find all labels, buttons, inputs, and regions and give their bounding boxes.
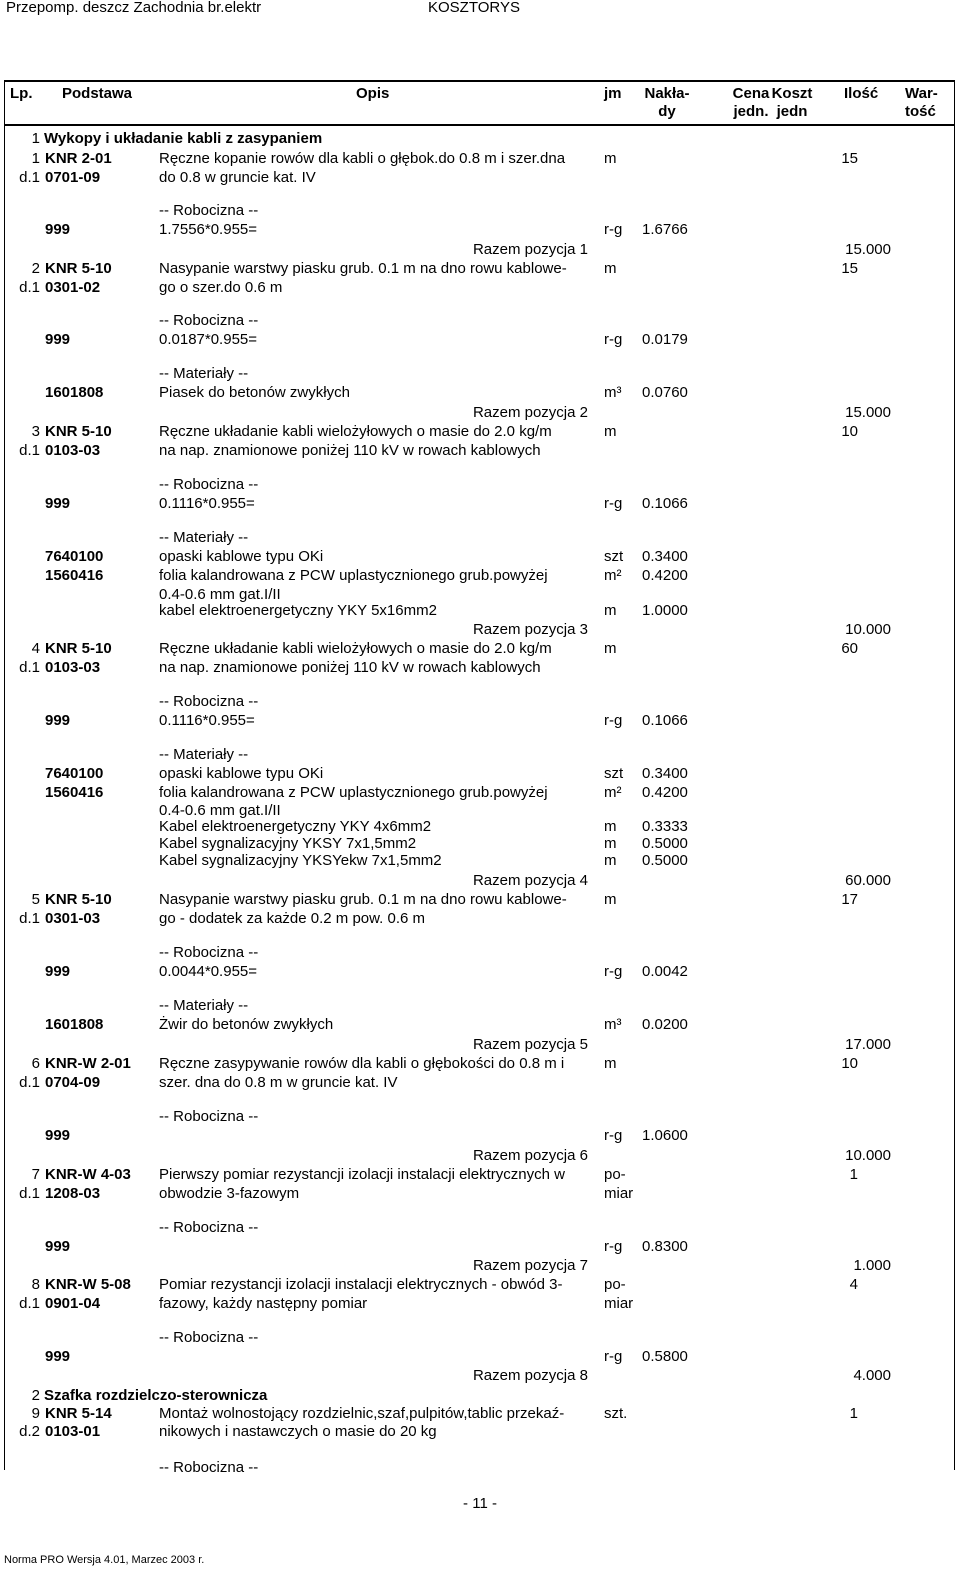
naklady-cell: 0.3400 bbox=[642, 765, 688, 782]
podstawa-cell: KNR 5-14 bbox=[45, 1405, 112, 1422]
podstawa-cell: 1601808 bbox=[45, 384, 104, 401]
opis-cell: opaski kablowe typu OKi bbox=[159, 765, 324, 782]
razem-total: 15.000 bbox=[845, 404, 891, 421]
razem-total: 10.000 bbox=[845, 621, 891, 638]
jm-cell: m³ bbox=[604, 1016, 622, 1033]
razem-total: 1.000 bbox=[853, 1257, 891, 1274]
position-number: 9 bbox=[31, 1405, 40, 1422]
col-cena-line1: Cena bbox=[732, 85, 770, 102]
col-koszt-line2: jedn bbox=[776, 103, 808, 120]
opis-cell: fazowy, każdy następny pomiar bbox=[159, 1295, 368, 1312]
opis-cell: -- Materiały -- bbox=[159, 365, 249, 382]
jm-cell: m bbox=[604, 602, 617, 619]
ilosc-cell: 1 bbox=[849, 1166, 858, 1183]
naklady-cell: 0.8300 bbox=[642, 1238, 688, 1255]
jm-cell: m bbox=[604, 852, 617, 869]
opis-cell: Nasypanie warstwy piasku grub. 0.1 m na dno rowu kablowe- bbox=[159, 260, 567, 277]
jm-cell: m bbox=[604, 1055, 617, 1072]
opis-cell: opaski kablowe typu OKi bbox=[159, 548, 324, 565]
opis-cell: 0.0044*0.955= bbox=[159, 963, 258, 980]
opis-cell: -- Robocizna -- bbox=[159, 476, 259, 493]
col-jm: jm bbox=[604, 85, 622, 102]
podstawa-cell: 999 bbox=[45, 1348, 71, 1365]
naklady-cell: 1.0600 bbox=[642, 1127, 688, 1144]
opis-cell: Kabel sygnalizacyjny YKSYekw 7x1,5mm2 bbox=[159, 852, 442, 869]
position-number: 5 bbox=[31, 891, 40, 908]
jm-cell: m² bbox=[604, 567, 622, 584]
opis-cell: Pomiar rezystancji izolacji instalacji elektrycznych - obwód 3- bbox=[159, 1276, 563, 1293]
razem-total: 17.000 bbox=[845, 1036, 891, 1053]
opis-cell: do 0.8 w gruncie kat. IV bbox=[159, 169, 316, 186]
podstawa-cell: 7640100 bbox=[45, 548, 104, 565]
jm-cell: m bbox=[604, 423, 617, 440]
razem-label: Razem pozycja 4 bbox=[472, 872, 588, 889]
jm-cell: r-g bbox=[604, 331, 623, 348]
podstawa-cell: 999 bbox=[45, 1127, 71, 1144]
opis-cell: go - dodatek za każde 0.2 m pow. 0.6 m bbox=[159, 910, 425, 927]
opis-cell: go o szer.do 0.6 m bbox=[159, 279, 283, 296]
razem-label: Razem pozycja 2 bbox=[472, 404, 588, 421]
jm-cell: m bbox=[604, 150, 617, 167]
opis-cell: -- Materiały -- bbox=[159, 997, 249, 1014]
ilosc-cell: 17 bbox=[841, 891, 858, 908]
jm-cell: po- bbox=[604, 1166, 626, 1183]
document-header-right: KOSZTORYS bbox=[428, 0, 520, 16]
jm-cell: miar bbox=[604, 1185, 634, 1202]
jm-cell: r-g bbox=[604, 495, 623, 512]
podstawa-cell: 0301-02 bbox=[45, 279, 101, 296]
position-number: d.1 bbox=[19, 1074, 40, 1091]
opis-cell: folia kalandrowana z PCW uplastycznionego grub.powyżej bbox=[159, 567, 548, 584]
razem-total: 15.000 bbox=[845, 241, 891, 258]
podstawa-cell: 999 bbox=[45, 712, 71, 729]
opis-cell: -- Robocizna -- bbox=[159, 1219, 259, 1236]
position-number: 4 bbox=[31, 640, 40, 657]
podstawa-cell: 0701-09 bbox=[45, 169, 101, 186]
document-header-left: Przepomp. deszcz Zachodnia br.elektr bbox=[6, 0, 262, 16]
position-number: 2 bbox=[31, 260, 40, 277]
opis-cell: -- Robocizna -- bbox=[159, 312, 259, 329]
naklady-cell: 0.1066 bbox=[642, 495, 688, 512]
opis-cell: 1.7556*0.955= bbox=[159, 221, 258, 238]
razem-total: 60.000 bbox=[845, 872, 891, 889]
naklady-cell: 0.3333 bbox=[642, 818, 688, 835]
opis-cell: 0.4-0.6 mm gat.I/II bbox=[159, 586, 281, 603]
podstawa-cell: KNR 5-10 bbox=[45, 640, 112, 657]
opis-cell: na nap. znamionowe poniżej 110 kV w rowach kablowych bbox=[159, 659, 541, 676]
razem-label: Razem pozycja 8 bbox=[472, 1367, 588, 1384]
page-number: - 11 - bbox=[463, 1495, 497, 1512]
opis-cell: 0.1116*0.955= bbox=[159, 712, 255, 729]
col-podstawa: Podstawa bbox=[62, 85, 133, 102]
jm-cell: szt bbox=[604, 765, 624, 782]
col-opis: Opis bbox=[356, 85, 390, 102]
podstawa-cell: 0901-04 bbox=[45, 1295, 101, 1312]
naklady-cell: 0.5800 bbox=[642, 1348, 688, 1365]
podstawa-cell: KNR 5-10 bbox=[45, 891, 112, 908]
naklady-cell: 0.5000 bbox=[642, 852, 688, 869]
jm-cell: r-g bbox=[604, 712, 623, 729]
section-title: Wykopy i układanie kabli z zasypaniem bbox=[44, 130, 323, 147]
podstawa-cell: KNR 5-10 bbox=[45, 423, 112, 440]
position-number: 1 bbox=[31, 130, 40, 147]
opis-cell: kabel elektroenergetyczny YKY 5x16mm2 bbox=[159, 602, 437, 619]
razem-label: Razem pozycja 5 bbox=[472, 1036, 588, 1053]
naklady-cell: 0.1066 bbox=[642, 712, 688, 729]
jm-cell: szt. bbox=[604, 1405, 628, 1422]
header-left-rule bbox=[4, 80, 5, 126]
position-number: d.1 bbox=[19, 1295, 40, 1312]
jm-cell: m bbox=[604, 891, 617, 908]
naklady-cell: 0.0200 bbox=[642, 1016, 688, 1033]
naklady-cell: 0.0179 bbox=[642, 331, 688, 348]
jm-cell: miar bbox=[604, 1295, 634, 1312]
jm-cell: r-g bbox=[604, 1348, 623, 1365]
jm-cell: m² bbox=[604, 784, 622, 801]
jm-cell: po- bbox=[604, 1276, 626, 1293]
naklady-cell: 0.0760 bbox=[642, 384, 688, 401]
podstawa-cell: 999 bbox=[45, 495, 71, 512]
opis-cell: Żwir do betonów zwykłych bbox=[159, 1016, 334, 1033]
razem-label: Razem pozycja 1 bbox=[472, 241, 588, 258]
col-naklady-line1: Nakła- bbox=[644, 85, 690, 102]
opis-cell: -- Materiały -- bbox=[159, 529, 249, 546]
opis-cell: -- Robocizna -- bbox=[159, 202, 259, 219]
jm-cell: m bbox=[604, 640, 617, 657]
opis-cell: obwodzie 3-fazowym bbox=[159, 1185, 300, 1202]
razem-label: Razem pozycja 3 bbox=[472, 621, 588, 638]
software-footer: Norma PRO Wersja 4.01, Marzec 2003 r. bbox=[4, 1554, 205, 1566]
opis-cell: 0.0187*0.955= bbox=[159, 331, 258, 348]
jm-cell: m bbox=[604, 818, 617, 835]
opis-cell: -- Robocizna -- bbox=[159, 1329, 259, 1346]
podstawa-cell: KNR-W 5-08 bbox=[45, 1276, 131, 1293]
opis-cell: -- Materiały -- bbox=[159, 746, 249, 763]
podstawa-cell: 0103-03 bbox=[45, 442, 101, 459]
jm-cell: m bbox=[604, 260, 617, 277]
podstawa-cell: KNR 5-10 bbox=[45, 260, 112, 277]
table-left-rule bbox=[4, 124, 5, 1470]
header-bottom-rule bbox=[4, 124, 954, 126]
position-number: 8 bbox=[31, 1276, 40, 1293]
col-wartosc-line2: tość bbox=[905, 103, 936, 120]
opis-cell: -- Robocizna -- bbox=[159, 693, 259, 710]
position-number: 3 bbox=[31, 423, 40, 440]
position-number: 1 bbox=[31, 150, 40, 167]
podstawa-cell: 7640100 bbox=[45, 765, 104, 782]
podstawa-cell: KNR 2-01 bbox=[45, 150, 112, 167]
opis-cell: Ręczne układanie kabli wielożyłowych o masie do 2.0 kg/m bbox=[159, 640, 552, 657]
ilosc-cell: 10 bbox=[841, 423, 858, 440]
position-number: d.1 bbox=[19, 910, 40, 927]
opis-cell: Ręczne kopanie rowów dla kabli o głębok.do 0.8 m i szer.dna bbox=[159, 150, 566, 167]
col-cena-line2: jedn. bbox=[733, 103, 769, 120]
podstawa-cell: 1601808 bbox=[45, 1016, 104, 1033]
position-number: 7 bbox=[31, 1166, 40, 1183]
opis-cell: Ręczne zasypywanie rowów dla kabli o głębokości do 0.8 m i bbox=[159, 1055, 565, 1072]
podstawa-cell: 1560416 bbox=[45, 784, 104, 801]
jm-cell: szt bbox=[604, 548, 624, 565]
jm-cell: r-g bbox=[604, 963, 623, 980]
naklady-cell: 1.0000 bbox=[642, 602, 688, 619]
header-right-rule bbox=[954, 80, 955, 126]
col-ilosc: Ilość bbox=[844, 85, 879, 102]
opis-cell: 0.4-0.6 mm gat.I/II bbox=[159, 802, 281, 819]
position-number: d.1 bbox=[19, 279, 40, 296]
podstawa-cell: 999 bbox=[45, 963, 71, 980]
opis-cell: Nasypanie warstwy piasku grub. 0.1 m na dno rowu kablowe- bbox=[159, 891, 567, 908]
podstawa-cell: KNR-W 4-03 bbox=[45, 1166, 131, 1183]
podstawa-cell: KNR-W 2-01 bbox=[45, 1055, 131, 1072]
position-number: d.1 bbox=[19, 169, 40, 186]
podstawa-cell: 999 bbox=[45, 331, 71, 348]
jm-cell: r-g bbox=[604, 1238, 623, 1255]
ilosc-cell: 10 bbox=[841, 1055, 858, 1072]
podstawa-cell: 999 bbox=[45, 221, 71, 238]
razem-label: Razem pozycja 6 bbox=[472, 1147, 588, 1164]
podstawa-cell: 0103-01 bbox=[45, 1423, 101, 1440]
naklady-cell: 0.4200 bbox=[642, 567, 688, 584]
ilosc-cell: 4 bbox=[849, 1276, 858, 1293]
naklady-cell: 0.0042 bbox=[642, 963, 688, 980]
naklady-cell: 0.4200 bbox=[642, 784, 688, 801]
position-number: d.1 bbox=[19, 1185, 40, 1202]
ilosc-cell: 15 bbox=[841, 150, 858, 167]
opis-cell: Piasek do betonów zwykłych bbox=[159, 384, 350, 401]
ilosc-cell: 60 bbox=[841, 640, 858, 657]
opis-cell: -- Robocizna -- bbox=[159, 1108, 259, 1125]
position-number: 6 bbox=[31, 1055, 40, 1072]
position-number: d.2 bbox=[19, 1423, 40, 1440]
podstawa-cell: 0704-09 bbox=[45, 1074, 101, 1091]
opis-cell: 0.1116*0.955= bbox=[159, 495, 255, 512]
table-right-rule bbox=[954, 124, 955, 1470]
podstawa-cell: 1560416 bbox=[45, 567, 104, 584]
header-top-rule bbox=[4, 80, 954, 82]
jm-cell: r-g bbox=[604, 221, 623, 238]
razem-total: 4.000 bbox=[853, 1367, 891, 1384]
position-number: d.1 bbox=[19, 659, 40, 676]
position-number: 2 bbox=[31, 1387, 40, 1404]
opis-cell: Montaż wolnostojący rozdzielnic,szaf,pulpitów,tablic przekaź- bbox=[159, 1405, 565, 1422]
ilosc-cell: 15 bbox=[841, 260, 858, 277]
jm-cell: r-g bbox=[604, 1127, 623, 1144]
opis-cell: folia kalandrowana z PCW uplastycznionego grub.powyżej bbox=[159, 784, 548, 801]
opis-cell: -- Robocizna -- bbox=[159, 1459, 259, 1476]
opis-cell: szer. dna do 0.8 m w gruncie kat. IV bbox=[159, 1074, 398, 1091]
naklady-cell: 1.6766 bbox=[642, 221, 688, 238]
jm-cell: m³ bbox=[604, 384, 622, 401]
podstawa-cell: 0301-03 bbox=[45, 910, 101, 927]
naklady-cell: 0.5000 bbox=[642, 835, 688, 852]
ilosc-cell: 1 bbox=[849, 1405, 858, 1422]
naklady-cell: 0.3400 bbox=[642, 548, 688, 565]
razem-total: 10.000 bbox=[845, 1147, 891, 1164]
section-title: Szafka rozdzielczo-sterownicza bbox=[44, 1387, 268, 1404]
col-naklady-line2: dy bbox=[658, 103, 676, 120]
opis-cell: -- Robocizna -- bbox=[159, 944, 259, 961]
opis-cell: Kabel elektroenergetyczny YKY 4x6mm2 bbox=[159, 818, 432, 835]
col-wartosc-line1: War- bbox=[905, 85, 938, 102]
col-lp: Lp. bbox=[10, 85, 33, 102]
podstawa-cell: 0103-03 bbox=[45, 659, 101, 676]
opis-cell: Pierwszy pomiar rezystancji izolacji instalacji elektrycznych w bbox=[159, 1166, 565, 1183]
col-koszt-line1: Koszt bbox=[771, 85, 813, 102]
opis-cell: nikowych i nastawczych o masie do 20 kg bbox=[159, 1423, 437, 1440]
position-number: d.1 bbox=[19, 442, 40, 459]
opis-cell: Ręczne układanie kabli wielożyłowych o masie do 2.0 kg/m bbox=[159, 423, 552, 440]
razem-label: Razem pozycja 7 bbox=[472, 1257, 588, 1274]
jm-cell: m bbox=[604, 835, 617, 852]
podstawa-cell: 999 bbox=[45, 1238, 71, 1255]
opis-cell: Kabel sygnalizacyjny YKSY 7x1,5mm2 bbox=[159, 835, 417, 852]
podstawa-cell: 1208-03 bbox=[45, 1185, 101, 1202]
opis-cell: na nap. znamionowe poniżej 110 kV w rowach kablowych bbox=[159, 442, 541, 459]
